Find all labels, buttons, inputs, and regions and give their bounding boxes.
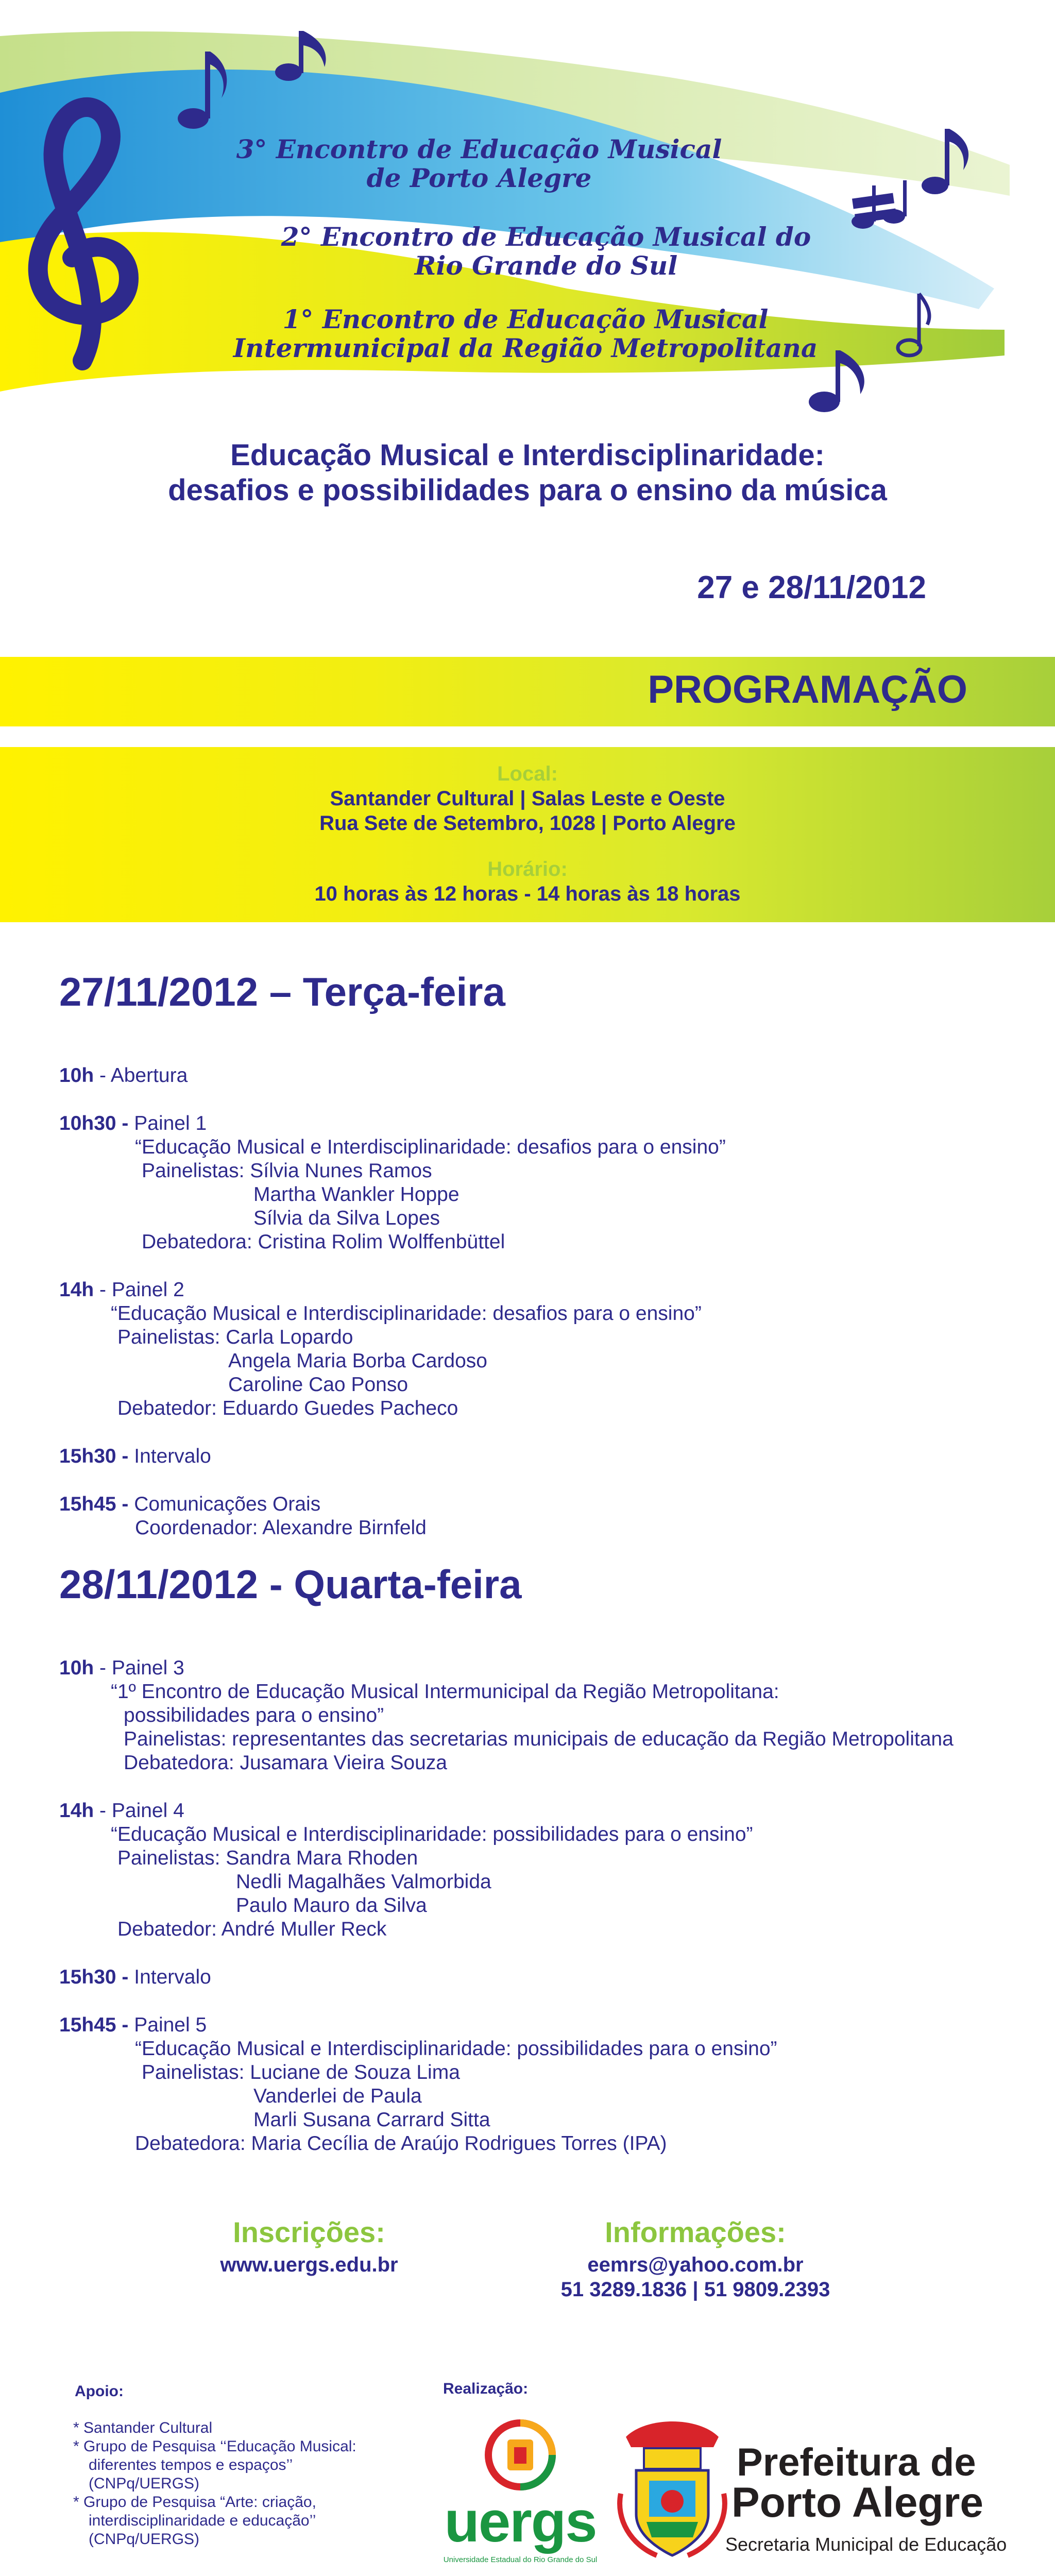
event-dates: 27 e 28/11/2012 (697, 570, 926, 605)
panelists: Painelistas: Luciane de Souza Lima (142, 2061, 460, 2083)
moderator: Debatedora: Cristina Rolim Wolffenbüttel (142, 1231, 505, 1253)
event-title-2-line1: 2° Encontro de Educação Musical do (281, 222, 811, 252)
apoio-item: * Grupo de Pesquisa ‘‘Educação Musical: (73, 2438, 356, 2455)
inscricoes-label: Inscrições: (233, 2216, 385, 2248)
local-line1: Santander Cultural | Salas Leste e Oeste (330, 787, 725, 810)
panelists: Painelistas: Carla Lopardo (117, 1326, 353, 1348)
day2-title: 28/11/2012 - Quarta-feira (59, 1562, 522, 1607)
panelists: Painelistas: Sílvia Nunes Ramos (142, 1160, 432, 1182)
item-text: Painel 1 (128, 1112, 207, 1134)
schedule-item (59, 1112, 207, 1136)
item-text: - Painel 2 (94, 1279, 184, 1301)
informacoes-label: Informações: (605, 2216, 786, 2248)
moderator: Debatedor: André Muller Reck (117, 1918, 387, 1940)
item-text: Intervalo (128, 1966, 211, 1988)
apoio-item-cont: (CNPq/UERGS) (89, 2475, 200, 2492)
apoio-label: Apoio: (75, 2383, 124, 2400)
inscricoes-link[interactable]: www.uergs.edu.br (220, 2253, 398, 2276)
hours-text: 10 horas às 12 horas - 14 horas às 18 horas (314, 883, 741, 905)
panelist: Caroline Cao Ponso (228, 1374, 409, 1396)
moderator: Debatedor: Eduardo Guedes Pacheco (117, 1397, 458, 1419)
schedule-item (59, 1445, 211, 1468)
time: 10h (59, 1064, 94, 1087)
schedule-item (59, 1278, 184, 1302)
panel-theme: “Educação Musical e Interdisciplinaridade: possibilidades para o ensino” (111, 1823, 753, 1845)
time: 15h45 - (59, 1493, 129, 1515)
hours-label: Horário: (487, 858, 568, 880)
moderator: Debatedora: Jusamara Vieira Souza (124, 1752, 447, 1774)
time: 15h30 - (59, 1445, 129, 1467)
time: 10h30 - (59, 1112, 129, 1134)
event-title-1 (196, 135, 762, 193)
time: 15h30 - (59, 1966, 129, 1988)
realizacao-label: Realização: (443, 2380, 529, 2397)
panel-theme: “Educação Musical e Interdisciplinaridade: desafios para o ensino” (135, 1136, 726, 1158)
event-title-3-line2: Intermunicipal da Região Metropolitana (233, 333, 818, 363)
local-label: Local: (497, 762, 558, 785)
beamed-notes-icon (852, 180, 907, 229)
event-title-3 (191, 305, 860, 363)
program-title: PROGRAMAÇÃO (648, 668, 967, 711)
apoio-item: * Santander Cultural (73, 2419, 213, 2436)
item-text: - Painel 3 (94, 1657, 184, 1679)
panelist: Martha Wankler Hoppe (253, 1183, 460, 1206)
item-text: Intervalo (128, 1445, 211, 1467)
apoio-item: * Grupo de Pesquisa “Arte: criação, (73, 2494, 316, 2511)
panelist: Paulo Mauro da Silva (236, 1894, 427, 1917)
item-text: Comunicações Orais (128, 1493, 321, 1515)
panel-theme-cont: possibilidades para o ensino” (124, 1704, 384, 1726)
time: 10h (59, 1657, 94, 1679)
event-title-1-line1: 3° Encontro de Educação Musical (236, 134, 722, 164)
phone-numbers: 51 3289.1836 | 51 9809.2393 (560, 2278, 830, 2301)
panelists: Painelistas: Sandra Mara Rhoden (117, 1847, 418, 1869)
prefeitura-line2: Porto Alegre (731, 2479, 984, 2526)
event-title-3-line1: 1° Encontro de Educação Musical (282, 304, 769, 334)
panel-theme: “Educação Musical e Interdisciplinaridade: desafios para o ensino” (111, 1302, 702, 1325)
event-title-2 (237, 223, 855, 280)
porto-alegre-coat-of-arms-icon (616, 2416, 729, 2566)
item-text: - Abertura (94, 1064, 188, 1087)
schedule-item (59, 1493, 320, 1516)
panelist: Nedli Magalhães Valmorbida (236, 1871, 491, 1893)
subtitle-line1: Educação Musical e Interdisciplinaridade: (230, 438, 825, 472)
event-subtitle (0, 438, 1055, 508)
uergs-logo-icon (482, 2416, 559, 2494)
schedule-item (59, 1965, 211, 1989)
item-text: Painel 5 (128, 2014, 207, 2036)
time: 14h (59, 1279, 94, 1301)
uergs-fullname: Universidade Estadual do Rio Grande do Sul (443, 2555, 598, 2564)
local-line2: Rua Sete de Setembro, 1028 | Porto Alegre (319, 812, 736, 835)
item-text: - Painel 4 (94, 1800, 184, 1822)
uergs-wordmark: uergs (444, 2489, 597, 2554)
panelist: Sílvia da Silva Lopes (253, 1207, 440, 1229)
schedule-item (59, 2013, 207, 2037)
apoio-item-cont: diferentes tempos e espaços’’ (89, 2456, 293, 2473)
time: 15h45 - (59, 2014, 129, 2036)
coordinator: Coordenador: Alexandre Birnfeld (135, 1517, 427, 1539)
panelist: Angela Maria Borba Cardoso (228, 1350, 487, 1372)
schedule-item (59, 1064, 188, 1088)
panelist: Marli Susana Carrard Sitta (253, 2109, 490, 2131)
moderator: Debatedora: Maria Cecília de Araújo Rodrigues Torres (IPA) (135, 2132, 667, 2155)
email-link[interactable]: eemrs@yahoo.com.br (587, 2253, 804, 2276)
schedule-item (59, 1656, 184, 1680)
secretaria-name: Secretaria Municipal de Educação (725, 2534, 1007, 2555)
schedule-item (59, 1799, 184, 1823)
event-title-1-line2: de Porto Alegre (366, 163, 592, 193)
prefeitura-line1: Prefeitura de (737, 2441, 976, 2484)
apoio-item-cont: interdisciplinaridade e educação’’ (89, 2512, 316, 2529)
panelists: Painelistas: representantes das secretarias municipais de educação da Região Metropolitana (124, 1728, 954, 1750)
subtitle-line2: desafios e possibilidades para o ensino da música (168, 473, 887, 507)
day1-title: 27/11/2012 – Terça-feira (59, 969, 505, 1014)
panelist: Vanderlei de Paula (253, 2085, 422, 2107)
panel-theme: “1º Encontro de Educação Musical Intermunicipal da Região Metropolitana: (111, 1681, 779, 1703)
panel-theme: “Educação Musical e Interdisciplinaridade: possibilidades para o ensino” (135, 2038, 777, 2060)
time: 14h (59, 1800, 94, 1822)
event-title-2-line2: Rio Grande do Sul (414, 250, 678, 281)
apoio-item-cont: (CNPq/UERGS) (89, 2531, 200, 2548)
